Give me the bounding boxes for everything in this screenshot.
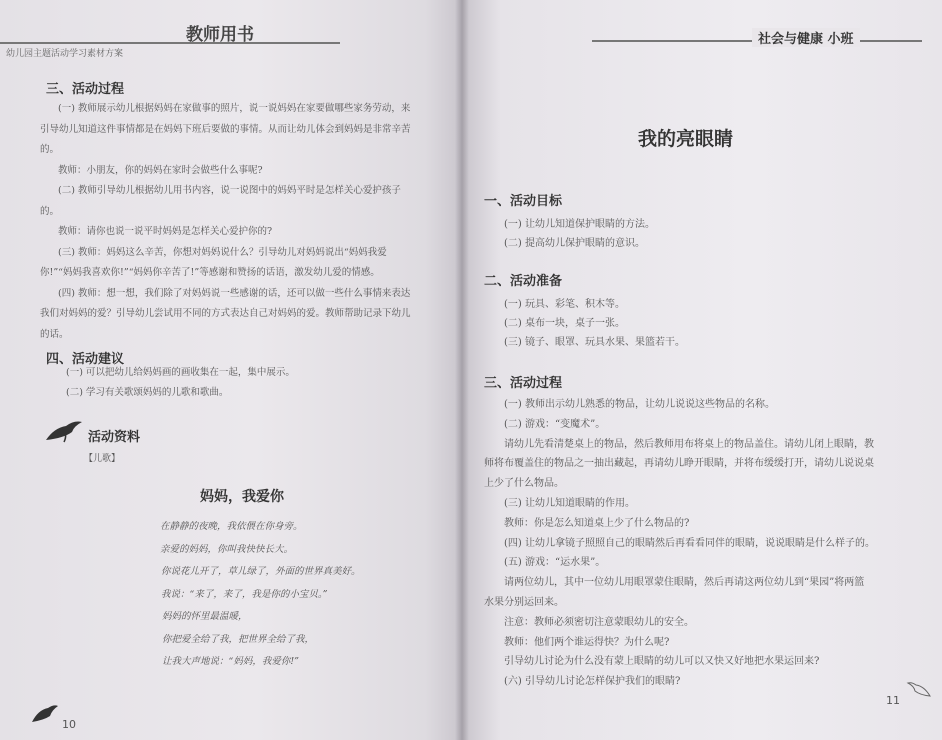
poem-line: 你说花儿开了，草儿绿了，外面的世界真美好。 [161, 566, 361, 577]
poem-line: 在静静的夜晚，我依偎在你身旁。 [160, 521, 303, 532]
subject-tag: 社会与健康 小班 [752, 28, 860, 47]
text-line: (四) 让幼儿拿镜子照照自己的眼睛然后再看看同伴的眼睛，说说眼睛是什么样子的。 [504, 537, 875, 549]
resource-tag: 【儿歌】 [84, 454, 121, 464]
text-line: 教师：你是怎么知道桌上少了什么物品的? [504, 517, 690, 529]
left-page [0, 0, 462, 740]
text-line: 请两位幼儿，其中一位幼儿用眼罩蒙住眼睛，然后再请这两位幼儿到“果园”将两篮 [504, 577, 865, 589]
text-line: 请幼儿先看清楚桌上的物品，然后教师用布将桌上的物品盖住。请幼儿闭上眼睛，教 [504, 438, 874, 450]
prep-line: (一) 玩具、彩笔、积木等。 [504, 299, 625, 310]
goal-line: (一) 让幼儿知道保护眼睛的方法。 [504, 219, 655, 230]
poem-line: 亲爱的妈妈，你叫我快快长大。 [160, 543, 294, 555]
text-line: 的。 [40, 205, 60, 217]
bird-decoration-icon [30, 702, 60, 726]
poem-line: 让我大声地说：“妈妈，我爱你!” [162, 656, 300, 667]
text-line: 你!”“妈妈我喜欢你!”“妈妈你辛苦了!”等感谢和赞扬的话语，激发幼儿爱的情感。 [40, 267, 380, 278]
text-line: 上少了什么物品。 [484, 478, 564, 490]
bird-decoration-icon [44, 418, 84, 444]
text-line: (二) 游戏：“变魔术”。 [504, 418, 606, 430]
text-line: 师将布覆盖住的物品之一抽出藏起，再请幼儿睁开眼睛，并将布缓缓打开，请幼儿说说桌 [484, 458, 874, 470]
text-line: (六) 引导幼儿讨论怎样保护我们的眼睛? [504, 676, 681, 688]
book-title: 教师用书 [186, 25, 254, 45]
left-page-header [0, 14, 440, 59]
text-line: 教师：请你也说一说平时妈妈是怎样关心爱护你的? [58, 226, 273, 237]
text-line: 的。 [40, 144, 60, 155]
lesson-title: 我的亮眼睛 [638, 128, 734, 150]
bird-decoration-icon [906, 680, 932, 700]
poem-line: 我说：“来了，来了，我是你的小宝贝。” [161, 588, 328, 600]
text-line: (一) 教师出示幼儿熟悉的物品，让幼儿说说这些物品的名称。 [504, 399, 775, 410]
text-line: 水果分别运回来。 [484, 597, 564, 608]
section-heading: 二、活动准备 [484, 274, 563, 289]
text-line: 引导幼儿讨论为什么没有蒙上眼睛的幼儿可以又快又好地把水果运回来? [504, 656, 820, 668]
prep-line: (二) 桌布一块，桌子一张。 [504, 318, 625, 329]
book-gutter [455, 0, 469, 740]
section-heading: 一、活动目标 [484, 194, 563, 209]
text-line: 的话。 [40, 328, 69, 340]
poem-line: 妈妈的怀里最温暖， [162, 611, 248, 622]
right-page [462, 0, 942, 740]
text-line: (四) 教师：想一想，我们除了对妈妈说一些感谢的话，还可以做一些什么事情来表达 [58, 287, 411, 299]
text-line: 教师：小朋友，你的妈妈在家时会做些什么事呢? [58, 164, 263, 176]
poem-title: 妈妈，我爱你 [200, 489, 284, 505]
section-heading: 三、活动过程 [484, 376, 563, 391]
section-heading: 四、活动建议 [46, 352, 125, 367]
header-rule [0, 42, 340, 44]
section-heading: 三、活动过程 [46, 82, 125, 97]
text-line: (一) 教师展示幼儿根据妈妈在家做事的照片，说一说妈妈在家要做哪些家务劳动，来 [58, 103, 411, 114]
text-line: 教师：他们两个谁运得快？为什么呢? [504, 636, 670, 648]
series-title: 幼儿园主题活动学习素材方案 [6, 49, 124, 59]
prep-line: (三) 镜子、眼罩、玩具水果、果篮若干。 [504, 337, 685, 348]
suggestion-line: (一) 可以把幼儿给妈妈画的画收集在一起，集中展示。 [66, 367, 295, 378]
text-line: (五) 游戏：“运水果”。 [504, 557, 606, 569]
poem-line: 你把爱全给了我，把世界全给了我， [162, 633, 315, 645]
text-line: 引导幼儿知道这件事情都是在妈妈下班后要做的事情。从而让幼儿体会到妈妈是非常辛苦 [40, 123, 411, 135]
goal-line: (二) 提高幼儿保护眼睛的意识。 [504, 238, 645, 249]
text-line: 注意：教师必须密切注意蒙眼幼儿的安全。 [504, 616, 694, 628]
resources-heading: 活动资料 [88, 430, 141, 445]
page-number: 10 [62, 718, 76, 731]
text-line: (三) 让幼儿知道眼睛的作用。 [504, 498, 635, 509]
text-line: (二) 教师引导幼儿根据幼儿用书内容，说一说图中的妈妈平时是怎样关心爱护孩子 [58, 185, 401, 196]
right-page-header [462, 22, 942, 52]
page-number: 11 [886, 694, 900, 707]
text-line: (三) 教师：妈妈这么辛苦，你想对妈妈说什么？引导幼儿对妈妈说出“妈妈我爱 [58, 246, 387, 258]
text-line: 我们对妈妈的爱？引导幼儿尝试用不同的方式表达自己对妈妈的爱。教师帮助记录下幼儿 [40, 308, 411, 319]
suggestion-line: (二) 学习有关歌颂妈妈的儿歌和歌曲。 [66, 387, 229, 398]
